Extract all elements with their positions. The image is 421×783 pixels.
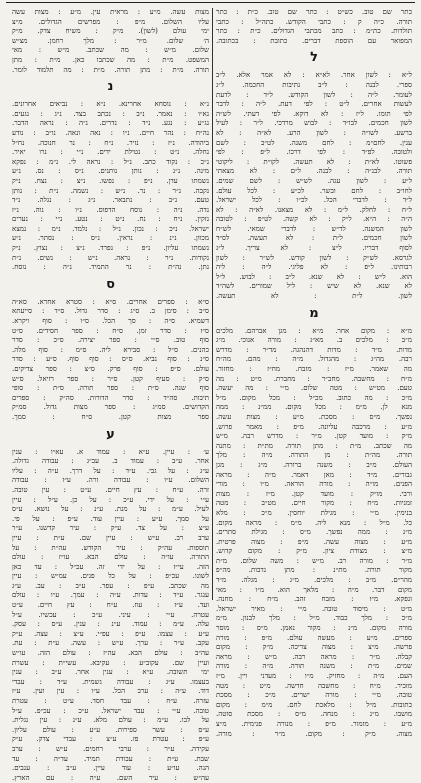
- abbreviation-entries: [12, 8, 209, 75]
- top-rule: [6, 2, 415, 3]
- entry-line: נשמתו עדן. נ״פ : נפשו. נ״צ : נצח. נ״ק: [12, 176, 209, 185]
- entry-line: נג״ע : נגע. נ״ד : נדרים. נ״ה : נראה הדבר.: [12, 119, 209, 128]
- entry-line: ה״ה : ה״א. ל״ק : לא קשה. לט״פ : לטובה: [216, 215, 412, 224]
- entry-line: זמניות. מ״ח : מקור חיים. מט״ב : מטה: [216, 499, 412, 508]
- entry-line: ועד. ע״ז : עוז. ע״ח : עץ חיים. ע״ט: [12, 601, 209, 610]
- entry-line: לפי תומו. ל״ז : לא דוקא. לפי דעתי. לש״ה: [216, 109, 412, 118]
- entry-line: שלום. מ״ש : מה שכתב. מ״ש : מאי: [12, 46, 209, 55]
- section-letter-heading: נ: [107, 79, 114, 95]
- entry-line: ספרי. לבנה : ל״ב נתיבות החכמה. ל״ג: [216, 80, 412, 89]
- entry-line: תורה. מה״ת : מן התורה. מ״ה : מלך: [216, 451, 412, 460]
- entry-line: ע״פ : עטרת פז. ע״צ : עבדי צדק. ע״ק: [12, 735, 209, 744]
- entry-line: בעצמו. ע״ג : עבודה גשמית. ע״ד : עבדי: [12, 677, 209, 686]
- entry-line: תיבות. סה״ד : סדר הדורות. סה״ק : ספרים: [12, 393, 209, 402]
- entry-line: טעם. מט״ש : מטה שלום. מ״י : מה יעשה.: [216, 384, 412, 393]
- entry-line: לשון חכמים. לבו״ד : לבוש מרדכי. ל״ר : לעיל: [216, 119, 412, 128]
- entry-line: סוף שנה. ס״ת : ספר תורה. ס״ת : סופי: [12, 384, 209, 393]
- entry-line: גבורים. מ״ד : מאן דאמר. מ״ה : מראה: [216, 470, 412, 479]
- abbreviation-entries: [216, 8, 412, 46]
- entry-line: קבלה. מ״ר : מראה רבה. מ״ש : מראה: [216, 652, 412, 661]
- entry-line: נה״ח : נהר חיים. נ״ו : נאה ונאה. נו״ב : נודע: [12, 128, 209, 137]
- entry-line: מ״צ : מצודת ציון. מ״ק : מקום קדוש.: [216, 547, 412, 556]
- entry-line: ע״ע : עצמו. ע״פ : עפ״י. ע״צ : עצה. ע״ק: [12, 629, 209, 638]
- entry-line: ס״ז : סדר זמן. ס״ח : ספר חסידים. ס״ט: [12, 326, 209, 335]
- entry-line: מ״ר : מורה רב. מ״ש : משה שלום. מ״ת: [216, 556, 412, 565]
- entry-line: דוד. ע״ה : ערב הכל. ע״ו : עין ועין. ע״ז: [12, 687, 209, 696]
- entry-line: כתובות. מ״ל : מלאכת לחם. מ״מ : מקום: [216, 700, 412, 709]
- entry-line: טובה. ע״י : עבד ישראל. ע״כ : עכ״פ. ע״ל: [12, 706, 209, 715]
- abbreviation-entries: [12, 100, 209, 273]
- entry-line: ה׳ שלום. מ״ר : מלך רחמן. מצ״ש: [12, 36, 209, 45]
- entry-line: אחר. ע״ב : עמוד ב. עב״ג : עבודה גדולה.: [12, 457, 209, 466]
- entry-line: על סמך. ע״ע : עיין עוד. ע״פ : על פי.: [12, 514, 209, 523]
- entry-line: נקבה. נ״ר : נר. נ״ש : נשמה. נ״ת : נותן: [12, 186, 209, 195]
- entry-line: ל״א : לשון אחר. לא״א : לא אמר אלא. ל״ב: [216, 71, 412, 80]
- entry-line: ס״נ : סוף נביא. ס״ס : סוף סוף. ס״ע : סדר: [12, 355, 209, 364]
- entry-line: ימי עולם (לשון). מ״ק : משיח צדק. מ״ק: [12, 27, 209, 36]
- entry-line: ע׳ : עיין. ע״א : עמוד א. עא״ו : ענין: [12, 447, 209, 456]
- entry-line: לסוף דבריו. ל״צ : לא צריך. ל״ג: [216, 244, 412, 253]
- entry-line: המפואר עם הוספת דברים. כתובת : בכתובה.: [216, 36, 412, 45]
- entry-line: עלה. ע״מ : עמוד. ע״נ : ענין. ע״ס : עסק.: [12, 620, 209, 629]
- entry-line: מ״א : מקום אחר. מ״א : מגן אברהם. מלכים: [216, 326, 412, 335]
- entry-line: העולם. מ״ב : משנה ברורה. מ״ג : מגן: [216, 460, 412, 469]
- abbreviation-entries: [216, 71, 412, 301]
- entry-line: הקדושים. סמ״ג : ספר מצות גדול. סמ״ק: [12, 403, 209, 412]
- section-letter-heading: ס: [106, 276, 115, 292]
- entry-line: ביהודה. נ״ז : נזיר. נ״ח : נר חנוכה. נח״ל: [12, 138, 209, 147]
- entry-line: ונפקא. מ״ז : מזבח זהב. מ״ח : מחנה.: [216, 595, 412, 604]
- entry-line: נקודות. נ״ר : נראה. נ״ש : נשים. נ״ת: [12, 253, 209, 262]
- entry-line: דשמיא. ס״ה : סך הכל. ס״ו : סוף ויקרא.: [12, 317, 209, 326]
- entry-line: מ״כ : מלך כבוד. מ״ל : מלך לבנון. מ״מ: [216, 614, 412, 623]
- entry-line: ס״ק : סעיף קטן. ס״ר : ספר רזיאל. ס״ש: [12, 374, 209, 383]
- abbreviation-entries: [216, 327, 412, 740]
- entry-line: פרשה. מ״צ : מצוה צריכה. מ״ק : מקום: [216, 643, 412, 652]
- entry-line: לשון. ל״ת : לא תעשה.: [216, 292, 412, 301]
- entry-line: נתן. נה״ת : נר התמיד. נ״ה : נוסח.: [12, 263, 209, 272]
- entry-line: מ״ע : מצוה עשה. מ״פ : מצוה פרטית.: [216, 537, 412, 546]
- entry-line: כל. מ״ל : מנא ליה. מ״מ : מראה מקום.: [216, 518, 412, 527]
- columns: [6, 8, 415, 782]
- entry-line: ורבי. מו״ק : מועד קטן. מ״ז : מצות: [216, 489, 412, 498]
- column-left: [9, 8, 212, 782]
- entry-line: מ״ט : מיסוד טובה. מ״י : מאיר ישראל.: [216, 604, 412, 613]
- entry-line: עה״ב : עולם הבא. עה״ז : עולם הזה. עו״ש: [12, 649, 209, 658]
- entry-line: נזקין. נ״ח : נח. נ״ט : נטע. נ״י : נערים: [12, 215, 209, 224]
- entry-line: ל״ע : לשון עגה. לש״ש : לשם שמים.: [216, 176, 412, 185]
- entry-line: שבת. ע״ת : עבודת תמיד. עד״ה : עד: [12, 754, 209, 763]
- entry-line: תורה. מ״ת : מתן תורה. מ״ת : מה תלמוד לומר.: [12, 65, 209, 74]
- entry-line: זרה. ע״ח : עץ חיים. ע״ט : עין טובה.: [12, 485, 209, 494]
- entry-line: עליו השלום. מ״פ : מפרשים הגדולים. מ״צ: [12, 17, 209, 26]
- entry-line: עקידה. ע״ר : ערבי רחמים. ע״ש : ערב: [12, 744, 209, 753]
- entry-line: נא״ו : נאמר. נ״ב : נכתב בצד. נ״ג : נגעים.: [12, 109, 209, 118]
- entry-line: ישראל. נ״כ : נכון. נ״ל : נלמד. נ״מ : נמצא: [12, 224, 209, 233]
- entry-line: ענגר. ע״ד : עדות. ע״ה : עמך. ע״ו : עולם: [12, 591, 209, 600]
- entry-line: ענין. לחם״מ : לחם משנה. לט״ב : לשם: [216, 138, 412, 147]
- entry-line: מ״נ : ממה נפשך. מ״ס : מגילת סתרים.: [216, 528, 412, 537]
- entry-line: תורה. לבנ״ה : לבנה. ל״ם : לא מצאתי: [216, 167, 412, 176]
- entry-line: מזכיר. מ״ח : מחשבה חדשה. מ״ט : מטה: [216, 681, 412, 690]
- entry-line: מנא לן. מ״מ : מכל מקום. ממ״נ : ממה: [216, 403, 412, 412]
- entry-line: מקום דבר. מ״ה : מלאך הוא. מ״ו : מאי: [216, 585, 412, 594]
- entry-line: רבותינו. ל״פ : לא פליגי. ל״ה : ליה: [216, 263, 412, 272]
- entry-line: עה״ש : עיר השם. ע״ה : עם הארץ.: [12, 773, 209, 782]
- entry-line: מכוון. נ״נ : נראין. נ״ס : נסתר. נ״ע: [12, 234, 209, 243]
- entry-line: ע״צ : על צד. ע״ק : עיר קדשנו. ע״ר: [12, 524, 209, 533]
- entry-line: ל״ח : לחלק. ל״מ : לא מצאנו. לא״ה : לא: [216, 205, 412, 214]
- entry-line: ועיין שם. עקוב״ע : עקיבא. עשי״ת : עשרת: [12, 658, 209, 667]
- entry-line: הנה. עו״ע : עוד עיין. ע״ב : ענבים.: [12, 764, 209, 773]
- entry-line: לעומר. ל״ה : לשון הקודש. ל״ד : לדעת: [216, 90, 412, 99]
- entry-line: טעם. נ״ב : נתבאר. נ״ג : נגלה. נ״ד: [12, 196, 209, 205]
- entry-line: מה שכתב. ע״פ : עפר. ע״ב : עב. ע״ג: [12, 581, 209, 590]
- entry-line: נדה. נ״ה : נוסח הדפוס. נ״ו : נוה. נ״ז: [12, 205, 209, 214]
- entry-line: מצוה. מ״ק : מקום. מ״ר : מורה.: [216, 729, 412, 738]
- entry-line: כתר שם טוב. כש״ט : כתר שם טוב. כ״ת : כתר: [216, 8, 412, 16]
- entry-line: מ״כ : מה כתוב. מכ״ל : מכל מקום. מ״ל: [216, 393, 412, 402]
- entry-line: מורה מקום. מ״נ : מקור נאמן. מ״ס : מוסר: [216, 624, 412, 633]
- entry-line: טובה. מ״י : מורה ישרים. מ״כ : מסכת: [216, 691, 412, 700]
- entry-line: לעיל. ע״מ : על מנת. ע״נ : על נושא. ע״ס: [12, 505, 209, 514]
- entry-line: לשונו. עכ״פ : על כל פנים. עמ״ש : עיין: [12, 572, 209, 581]
- abbreviation-entries: [12, 448, 209, 783]
- entry-line: עקב. ע״ר : ערך. ע״ש : עשה. ע״ת : עת.: [12, 639, 209, 648]
- entry-line: נשמתו עליון. נ״פ : נפרד. נ״צ : נצוץ. נ״ק: [12, 244, 209, 253]
- entry-line: מדות. מ״ד : מדות דהנהגה. מד״ר : מדרש: [216, 345, 412, 354]
- entry-line: על לבו. ע״מ : עולם מלא. ע״נ : עין נגלית.: [12, 716, 209, 725]
- section-letter-heading: מ: [309, 305, 319, 321]
- entry-line: רבה. מה״ג : מהגדול. מ״ה : מהם. מה״ח: [216, 355, 412, 364]
- entry-line: בנימין. מ״י : מגילת יוחסין. מ״כ : מלא: [216, 508, 412, 517]
- entry-line: מצות עשה. מ״ע : מראית עין. מ״ע : מצות עשה: [12, 8, 209, 16]
- entry-line: נ״כ : נקוד כתב. נ״ל : נראה לי. נ״מ : נפקא: [12, 157, 209, 166]
- entry-line: מקור תורה. מת״נ : מתן נדבות. מה״פ: [216, 566, 412, 575]
- section-letter-heading: ע: [106, 426, 115, 442]
- entry-line: תוספות. עה״ק : עיר הקודש. עה״ת : על: [12, 543, 209, 552]
- entry-line: ולטובה. לפ״ד : לפי דרכו. ל״פ : לפי: [216, 148, 412, 157]
- entry-line: מה שכתב. מ״ת : מתן תורה. מת״ת : מתנה: [216, 441, 412, 450]
- entry-line: נחלה. נ״ט : נטילת ידים. נ״י : נרו יאיר.: [12, 148, 209, 157]
- entry-line: עטרה. ע״י : עיני. ע״כ : עכשיו. ע״ל: [12, 610, 209, 619]
- entry-line: ע״ס : עשר ספירות. ע״ע : עולם עליון.: [12, 725, 209, 734]
- entry-line: מ״ע : מזמור. מ״פ : מנורה פנימית. מ״צ: [216, 719, 412, 728]
- entry-line: מהר״ם. מ״ב : מלכים. מ״ג : מגלה. מ״ד: [216, 576, 412, 585]
- entry-line: המשפט. מ״ת : מה שכתבו כאן. מ״ת : מתן: [12, 55, 209, 64]
- entry-line: תולדות. כת״מ : כתב מכתבי הגדולים. כ״ת : כתר: [216, 27, 412, 36]
- entry-line: לשון המשנה. לד״ש : לדברי שמאי. לש״ח: [216, 224, 412, 233]
- entry-line: מ״ב : מלכים ב. מא״ג : מורה אנוכי. מ״ג: [216, 336, 412, 345]
- entry-line: סוף טוב. ס״י : ספר יצירה. ס״כ : סדר: [12, 336, 209, 345]
- column-right: [212, 8, 415, 738]
- entry-line: ל״ד : לדברי הכל. לכ״ו : לכל ישראל.: [216, 196, 412, 205]
- entry-line: ברשע. לשו״ה : לשון הרע. לא״ה : לא: [216, 128, 412, 137]
- entry-line: התורה. עו״ה : עולם הבא. עו״ז : עולם: [12, 553, 209, 562]
- entry-line: ימי תשובה. ע״א : ענין אחר. ע״ב : ענין: [12, 668, 209, 677]
- entry-line: מה שאמר. מ״ז : מזבח. מח״ז : מחזור.: [216, 365, 412, 373]
- abbreviation-entries: [12, 298, 209, 423]
- entry-line: כהנים. ס״ל : סבירא ליה. ס״מ : סוף מלה.: [12, 345, 209, 354]
- entry-line: מ״ק : מועד קטן. מ״ר : מדרש רבה. מ״ש: [216, 432, 412, 441]
- section-letter-heading: ל: [310, 50, 318, 66]
- entry-line: לחו״ב : לחם ובשר. לכ״ע : לכל עולם.: [216, 186, 412, 195]
- entry-line: תורה. כ״ה ק : כתבי הקודש. כתה״ל : כתבי: [216, 17, 412, 26]
- entry-line: ספרים. מ״ע : מעשה עולם. מ״פ : מורה: [216, 633, 412, 642]
- entry-line: הוא. ל״ש : לא שנא. ל״ב : לבוש. ל״ל: [216, 272, 412, 281]
- entry-line: ערב רב. ע״ש : עיין שם. ע״ת : עיין: [12, 533, 209, 542]
- entry-line: ס״ב : סימן ב. ס״ג : סדר גדול. ס״ד : סייעתא: [12, 307, 209, 316]
- entry-line: הפנים. מו״ה : מורה הוראה. מ״ו : מורי: [216, 480, 412, 489]
- entry-line: נ״א : נוסחא אחרינא. נ״א : נביאים אחרונים.: [12, 100, 209, 109]
- entry-line: העם. מ״ה : מחזיק. מ״ו : מעדני ויין. מ״ז: [216, 672, 412, 680]
- entry-line: השלום. ע״ו : עבודה זרה. ע״ז : עבודה: [12, 476, 209, 485]
- entry-line: ע״י : על ידי. ע״כ : על כן. ע״ל : עיין: [12, 495, 209, 504]
- entry-line: מושבו. מ״נ : מנחה. מ״ס : מסכת סוטה.: [216, 710, 412, 719]
- entry-line: ע״ג : על גבי. ע״ד : על דרך. ע״ה : עליו: [12, 466, 209, 475]
- entry-line: מינה. נ״נ : נותן נותנים. נ״ס : נס. נ״ע: [12, 167, 209, 176]
- entry-line: הזה. עי״ז : על ידי זה. עכ״ל : עד כאן: [12, 562, 209, 571]
- entry-line: עולם. ס״פ : סוף פרק. ס״צ : ספר צדיקים.: [12, 365, 209, 373]
- entry-line: לא שנא. לא שיש : ליל שמורים. לשה״ד: [216, 282, 412, 291]
- entry-line: מ״ע : מרכבה עליונה. מ״פ : מאמר פרוש.: [216, 422, 412, 431]
- entry-line: לעשות אחרים. ל״ט : לפי דעת. ל״ה : לדבר: [216, 100, 412, 109]
- entry-line: לגרסא. לש״ק : לשון קודש. לש״ר : לשון: [216, 253, 412, 262]
- entry-line: עזרה. ע״ח : עבד חסד. ע״ט : עטרת: [12, 697, 209, 705]
- entry-line: פשוטו. לא״ת : לא תעשה. לקו״ת : ליקוטי: [216, 157, 412, 166]
- entry-line: ס״א : ספרים אחרים. ס״א : סטרא אחרא. סא״ה: [12, 297, 209, 306]
- entry-line: נפשך. מ״ס : מסכת. מ״ע : מצות עשה.: [216, 412, 412, 421]
- entry-line: ספר מצות קטן. ס״ח : סמך.: [12, 412, 209, 421]
- entry-line: לשון חכמים. ל״ת : לא תעשה. לס״ד: [216, 234, 412, 243]
- entry-line: שמים. מ״ת : משנה תורה. מ״ה : מורה: [216, 662, 412, 671]
- entry-line: מ״ח : מחשבה. מחב״ר : מחברת. מ״ט : מה: [216, 374, 412, 383]
